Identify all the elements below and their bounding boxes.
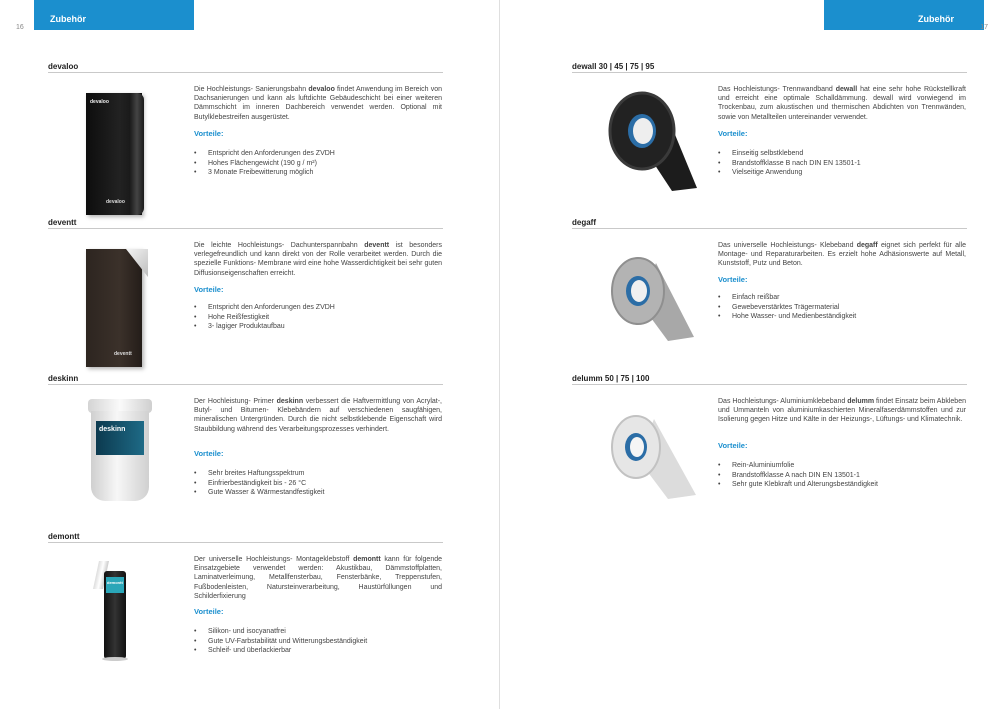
list-item: • Entspricht den Anforderungen des ZVDH [194,303,335,313]
right-page [500,0,1000,709]
sealing-tape-roll-image [602,83,702,193]
product-section [48,374,443,497]
list-item: • Gute Wasser & Wärmestandfestigkeit [194,488,324,498]
list-item: • Sehr breites Haftungsspektrum [194,469,324,479]
advantages-list [194,149,335,178]
product-description: Die leichte Hochleistungs- Dachunterspannbahn deventt ist besonders verlegefreundlich und kann direkt von der Rolle verarbeitet werden. Durch die spezielle Funktions- Membrane wird eine hohe Wasserdichtigkeit bei sehr guten Diffusionseigenschaften erreicht. [194,242,442,277]
product-description: Der universelle Hochleistungs- Montageklebstoff demontt kann für folgende Einsatzgebiete verwendet werden: Akustikbau, Dämmstoffplatten, Laminatverleimung, Metallfensterbau, Fensterbänke, Treppenstufen, Fußbodenleisten, Natursteinverarbeitung, Haustürfüllungen und Schilderfixierung [194,556,442,600]
product-description: Der Hochleistung- Primer deskinn verbessert die Haftvermittlung von Acrylat-, Butyl- und Bitumen- Klebebändern auf verschiedenen saugfähigen, mineralischen Untergründen. Durch die nicht selbstklebende Eigenschaft wird Staubbildung während des Verarbeitungsprozesses verhindert. [194,398,442,433]
advantages-list [718,149,861,178]
advantages-heading: Vorteile: [718,275,748,284]
product-section [48,62,443,205]
page-number: 17 [980,24,988,31]
page-number: 16 [16,24,24,31]
product-title: devaloo [48,62,79,71]
cloth-tape-roll-image [606,245,706,345]
product-description: Das Hochleistungs- Aluminiumklebeband delumm findet Einsatz beim Abkleben und Ummanteln von aluminiumkaschierten Mineralfaserdämmstoffen und zur Isolierung gegen Hitze und Kälte in der Heizungs-, Lüftungs- und Klimatechnik. [718,398,966,424]
product-title: delumm 50 | 75 | 100 [572,374,650,383]
advantages-heading: Vorteile: [194,285,224,294]
header-tab: Zubehör [824,0,984,30]
product-title: degaff [572,218,596,227]
list-item: • Brandstoffklasse A nach DIN EN 13501-1 [718,471,878,481]
product-section [48,532,443,655]
cartridge-label: demontt [107,580,123,585]
advantages-list [194,469,324,498]
product-description: Die Hochleistungs- Sanierungsbahn devaloo findet Anwendung im Bereich von Dachsanierungen und kann als luftdichte Gebäudeschicht bei einer weiteren Dämmschicht im inneren Dachbereich verwendet werden. Optional mit Butylklebestreifen ausgerüstet. [194,86,442,121]
list-item: • Sehr gute Klebkraft und Alterungsbeständigkeit [718,480,878,490]
advantages-heading: Vorteile: [194,449,224,458]
product-section [572,62,967,177]
list-item: • Einfach reißbar [718,293,856,303]
adhesive-cartridge-image [94,559,134,663]
list-item: • Einseitig selbstklebend [718,149,861,159]
advantages-list [718,293,856,322]
advantages-list [718,461,878,490]
advantages-list [194,303,335,332]
list-item: • Schleif- und überlackierbar [194,646,367,656]
list-item: • Brandstoffklasse B nach DIN EN 13501-1 [718,159,861,169]
list-item: • Vielseitige Anwendung [718,168,861,178]
product-title: deventt [48,218,77,227]
product-description: Das Hochleistungs- Trennwandband dewall hat eine sehr hohe Rückstellkraft und erreicht eine optimale Schalldämmung. dewall wird vorwiegend im Trockenbau, zum akustischen und thermischen Abdichten von Trennwänden, sowie von Metallteilen untereinander verwendet. [718,86,967,121]
membrane-roll-image [78,87,148,217]
advantages-heading: Vorteile: [194,607,224,616]
list-item: • Hohe Reißfestigkeit [194,313,335,323]
list-item: • Gewebeverstärktes Trägermaterial [718,303,856,313]
primer-bucket-image [88,399,158,507]
product-title: deskinn [48,374,79,383]
list-item: • Rein-Aluminiumfolie [718,461,878,471]
advantages-heading: Vorteile: [718,129,748,138]
list-item: • Hohes Flächengewicht (190 g / m²) [194,159,335,169]
advantages-heading: Vorteile: [718,441,748,450]
product-section [572,374,967,489]
product-description: Das universelle Hochleistungs- Klebeband degaff eignet sich perfekt für alle Montage- und Reparaturarbeiten. Es erzielt hohe Adhäsionswerte auf Metall, Kunststoff, Putz und Beton. [718,242,966,268]
roll-label: devaloo [106,199,125,205]
roll-label: devaloo [90,99,109,105]
product-section [572,218,967,321]
header-tab: Zubehör [34,0,194,30]
list-item: • Entspricht den Anforderungen des ZVDH [194,149,335,159]
list-item: • Hohe Wasser- und Medienbeständigkeit [718,312,856,322]
advantages-heading: Vorteile: [194,129,224,138]
list-item: • 3 Monate Freibewitterung möglich [194,168,335,178]
list-item: • Silikon- und isocyanatfrei [194,627,367,637]
roll-label: deventt [114,351,132,357]
product-title: dewall 30 | 45 | 75 | 95 [572,62,655,71]
product-section [48,218,443,357]
list-item: • Einfrierbeständigkeit bis - 26 °C [194,479,324,489]
list-item: • Gute UV-Farbstabilität und Witterungsbeständigkeit [194,637,367,647]
bucket-label: deskinn [99,426,126,433]
aluminium-tape-roll-image [606,403,706,503]
product-title: demontt [48,532,80,541]
advantages-list [194,627,367,656]
list-item: • 3- lagiger Produktaufbau [194,322,335,332]
membrane-roll-image [78,243,148,367]
